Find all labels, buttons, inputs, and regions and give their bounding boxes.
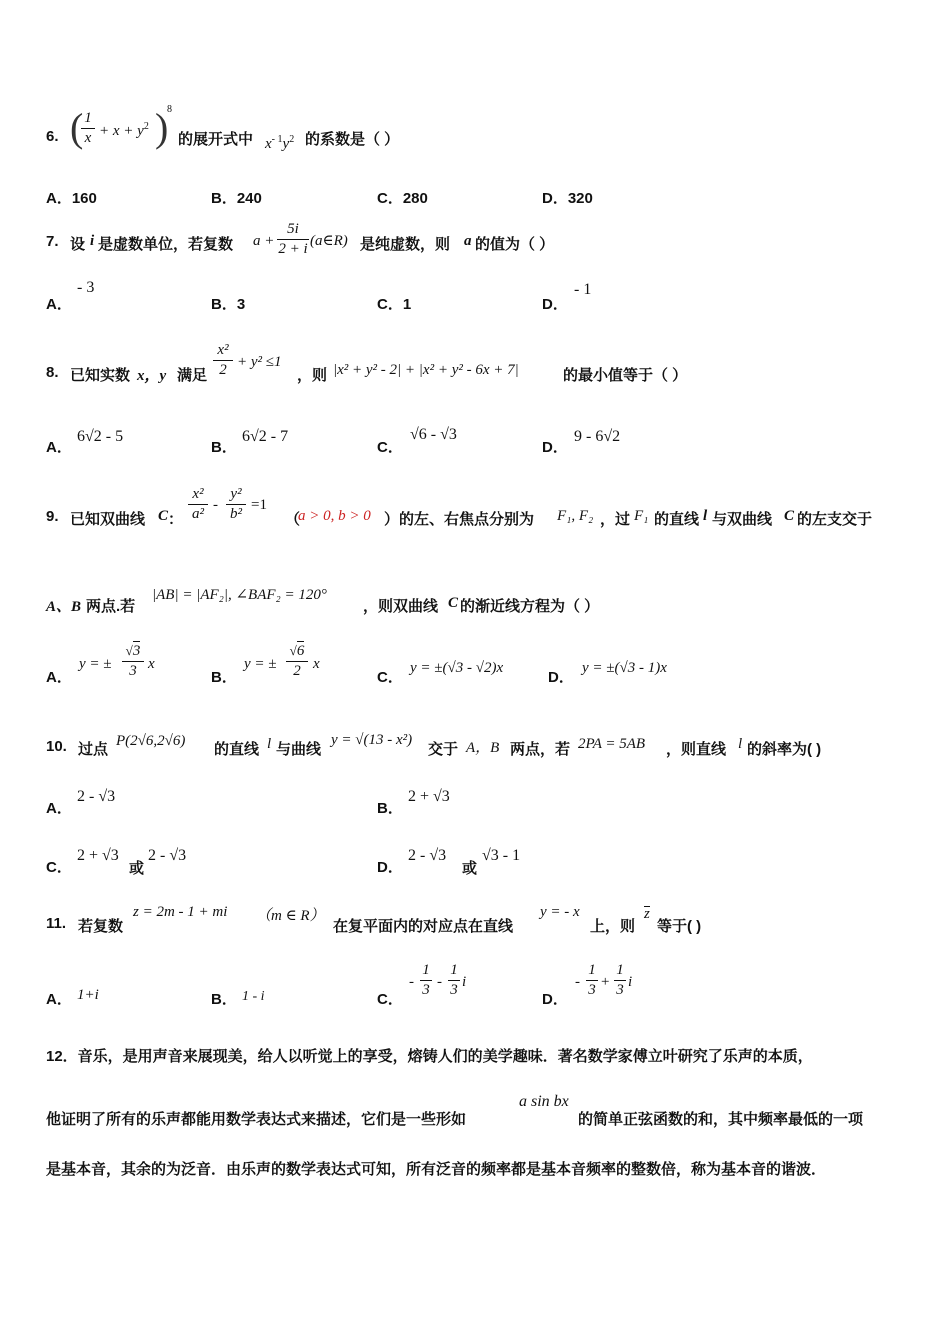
question-text: 是纯虚数，则	[360, 236, 451, 253]
option-d[interactable]: D．320	[542, 190, 593, 207]
option-c[interactable]: C．	[377, 991, 403, 1008]
question-text: 等于( )	[657, 918, 702, 935]
question-text: 的渐近线方程为（ ）	[460, 598, 600, 615]
q12-line-1: 12．音乐，是用声音来展现美，给人以听觉上的享受，熔铸人们的美学趣味．著名数学家傅立叶研究了乐声的本质，	[46, 1048, 813, 1065]
option-d[interactable]: D．	[542, 991, 568, 1008]
option-c[interactable]: C．1	[377, 296, 412, 313]
question-number: 9.	[46, 508, 59, 525]
question-text: 两点，若	[510, 741, 571, 758]
question-text: ，则直线	[666, 741, 727, 758]
line-eq: y = - x	[540, 904, 580, 920]
option-b-value: 6√2 - 7	[242, 428, 289, 445]
condition-expr: |AB| = |AF₂|, ∠BAF₂ = 120°	[152, 587, 327, 603]
question-text: 的系数是（ ）	[305, 131, 400, 148]
option-a[interactable]: A．	[46, 439, 72, 456]
question-text: 的左支交于	[797, 511, 873, 528]
option-a[interactable]: A．	[46, 669, 72, 686]
right-paren: )	[155, 105, 169, 150]
fraction-1-over-x: 1 x	[81, 110, 95, 147]
question-number: 6.	[46, 128, 59, 145]
option-b-value: 1 - i	[242, 989, 265, 1004]
option-a[interactable]: A．160	[46, 190, 97, 207]
expression: + $x + y^2$	[99, 121, 149, 139]
question-text: 交于	[428, 741, 459, 758]
option-c-value2: 2 - √3	[148, 847, 187, 864]
option-c-minus: -	[409, 974, 414, 990]
expression: |x² + y² - 2| + |x² + y² - 6x + 7|	[333, 362, 519, 378]
minus: -	[213, 497, 218, 513]
option-d-i: i	[628, 974, 633, 990]
option-c-value: 2 + √3	[77, 847, 119, 864]
option-a-value: - 3	[77, 279, 95, 296]
point-P: P(2√6,2√6)	[116, 733, 186, 749]
question-text: 的展开式中	[178, 131, 254, 148]
var-a: a	[464, 233, 472, 249]
option-d[interactable]: D．	[542, 439, 568, 456]
term: $x^{- 1}y^2$	[265, 134, 295, 152]
question-text: ，则双曲线	[363, 598, 439, 615]
question-text: 已知双曲线	[70, 511, 146, 528]
option-a-value: y = ±	[79, 656, 112, 672]
question-text: 若复数	[78, 918, 124, 935]
var-l: l	[703, 508, 708, 524]
question-text: ，则	[297, 367, 328, 384]
foci: F₁, F₂	[557, 508, 594, 524]
question-text: 与曲线	[276, 741, 322, 758]
condition: 2PA = 5AB	[578, 736, 646, 752]
var-C: C	[784, 508, 795, 524]
q12-line-3: 是基本音，其余的为泛音．由乐声的数学表达式可知，所有泛音的频率都是基本音频率的整数倍，称为基本音的谐波．	[46, 1161, 827, 1178]
var-F1: F₁	[634, 508, 649, 524]
var-C: C	[158, 508, 169, 524]
option-a-value: 6√2 - 5	[77, 428, 124, 445]
option-a[interactable]: A．	[46, 296, 72, 313]
question-text: 在复平面内的对应点在直线	[333, 918, 514, 935]
question-text: 过点	[78, 741, 109, 758]
condition: (a∈R)	[310, 233, 348, 249]
option-d-value2: √3 - 1	[482, 847, 521, 864]
option-a[interactable]: A．	[46, 800, 72, 817]
question-number: 10.	[46, 738, 67, 755]
option-a-value: 1+i	[77, 987, 99, 1003]
option-a-value: 2 - √3	[77, 788, 116, 805]
question-number: 8.	[46, 364, 59, 381]
option-d-value: 2 - √3	[408, 847, 447, 864]
option-d[interactable]: D．	[542, 296, 568, 313]
option-c[interactable]: C．	[377, 669, 403, 686]
option-d-value: - 1	[574, 281, 592, 298]
paren-close: ）	[384, 511, 400, 528]
var-l: l	[267, 736, 272, 752]
question-text: ，过	[600, 511, 631, 528]
var-C: C	[448, 595, 459, 611]
option-b-x: x	[313, 656, 320, 672]
left-paren: (	[70, 105, 84, 150]
question-text: 的斜率为( )	[747, 741, 822, 758]
vars-xy: x，y	[137, 368, 167, 384]
or-text: 或	[462, 860, 478, 877]
condition: （m ∈ R）	[256, 908, 325, 924]
condition: a > 0, b > 0	[298, 508, 371, 524]
exponent: 8	[167, 104, 172, 115]
question-text: 满足	[177, 367, 208, 384]
fraction-x2-a2: x² a²	[188, 486, 208, 523]
z-expression: z = 2m - 1 + mi	[133, 904, 228, 920]
option-c-minus2: -	[437, 974, 442, 990]
option-d-frac2: 1 3	[614, 962, 626, 999]
option-a-x: x	[148, 656, 155, 672]
option-d-minus: -	[575, 974, 580, 990]
option-c[interactable]: C．280	[377, 190, 428, 207]
question-text: 的左、右焦点分别为	[399, 511, 535, 528]
paren-open: （	[285, 511, 301, 528]
option-c-frac2: 1 3	[448, 962, 460, 999]
option-c-frac1: 1 3	[420, 962, 432, 999]
condition: + y² ≤1	[237, 354, 282, 370]
fraction-y2-b2: y² b²	[226, 486, 246, 523]
question-text: 已知实数	[70, 367, 131, 384]
option-c-i: i	[462, 974, 467, 990]
fraction-x2-over-2: x² 2	[213, 342, 233, 379]
option-b[interactable]: B．3	[211, 296, 246, 313]
option-a[interactable]: A．	[46, 991, 72, 1008]
question-text: 设	[70, 236, 86, 253]
option-b-value: y = ±	[244, 656, 277, 672]
question-text: 是虚数单位，若复数	[98, 236, 234, 253]
var-i: i	[90, 233, 95, 249]
option-d-value: 9 - 6√2	[574, 428, 621, 445]
option-d[interactable]: D．	[377, 859, 403, 876]
option-d[interactable]: D．	[548, 669, 574, 686]
question-number: 7.	[46, 233, 59, 250]
question-text: 上，则	[590, 918, 636, 935]
option-b[interactable]: B．	[211, 991, 237, 1008]
formula: a sin bx	[519, 1093, 569, 1110]
question-number: 11.	[46, 915, 67, 932]
question-text: 的直线	[214, 741, 260, 758]
var-l: l	[738, 736, 743, 752]
or-text: 或	[129, 860, 145, 877]
question-text: 与双曲线	[712, 511, 773, 528]
option-c-value: y = ±(√3 - √2)x	[410, 660, 504, 676]
points-AB: A，B	[466, 740, 500, 756]
option-b-fraction: √6 2	[286, 642, 308, 680]
option-a-fraction: √3 3	[122, 642, 144, 680]
q12-line-2b: 的简单正弦函数的和，其中频率最低的一项	[578, 1111, 864, 1128]
option-c[interactable]: C．	[377, 439, 403, 456]
option-c-value: √6 - √3	[410, 426, 457, 443]
points-AB: A、B	[46, 599, 82, 615]
option-d-frac1: 1 3	[586, 962, 598, 999]
z-bar: z	[644, 906, 650, 922]
q12-line-2: 他证明了所有的乐声都能用数学表达式来描述，它们是一些形如	[46, 1111, 467, 1128]
question-text: 的直线	[654, 511, 700, 528]
question-text: 两点.若	[86, 598, 136, 615]
question-text: 的值为（ ）	[475, 236, 555, 253]
question-text: 的最小值等于（ ）	[563, 367, 688, 384]
colon: ：	[168, 511, 184, 528]
equals-one: =1	[251, 497, 267, 513]
option-b[interactable]: B．240	[211, 190, 262, 207]
option-c[interactable]: C．	[46, 859, 72, 876]
option-b[interactable]: B．	[377, 800, 403, 817]
option-d-plus: +	[601, 974, 610, 990]
curve: y = √(13 - x²)	[331, 732, 413, 748]
expr-a: a +	[253, 233, 275, 249]
option-b[interactable]: B．	[211, 669, 237, 686]
option-d-value: y = ±(√3 - 1)x	[582, 660, 667, 676]
option-b[interactable]: B．	[211, 439, 237, 456]
fraction-5i: 5i 2 + i	[278, 221, 308, 257]
option-b-value: 2 + √3	[408, 788, 450, 805]
